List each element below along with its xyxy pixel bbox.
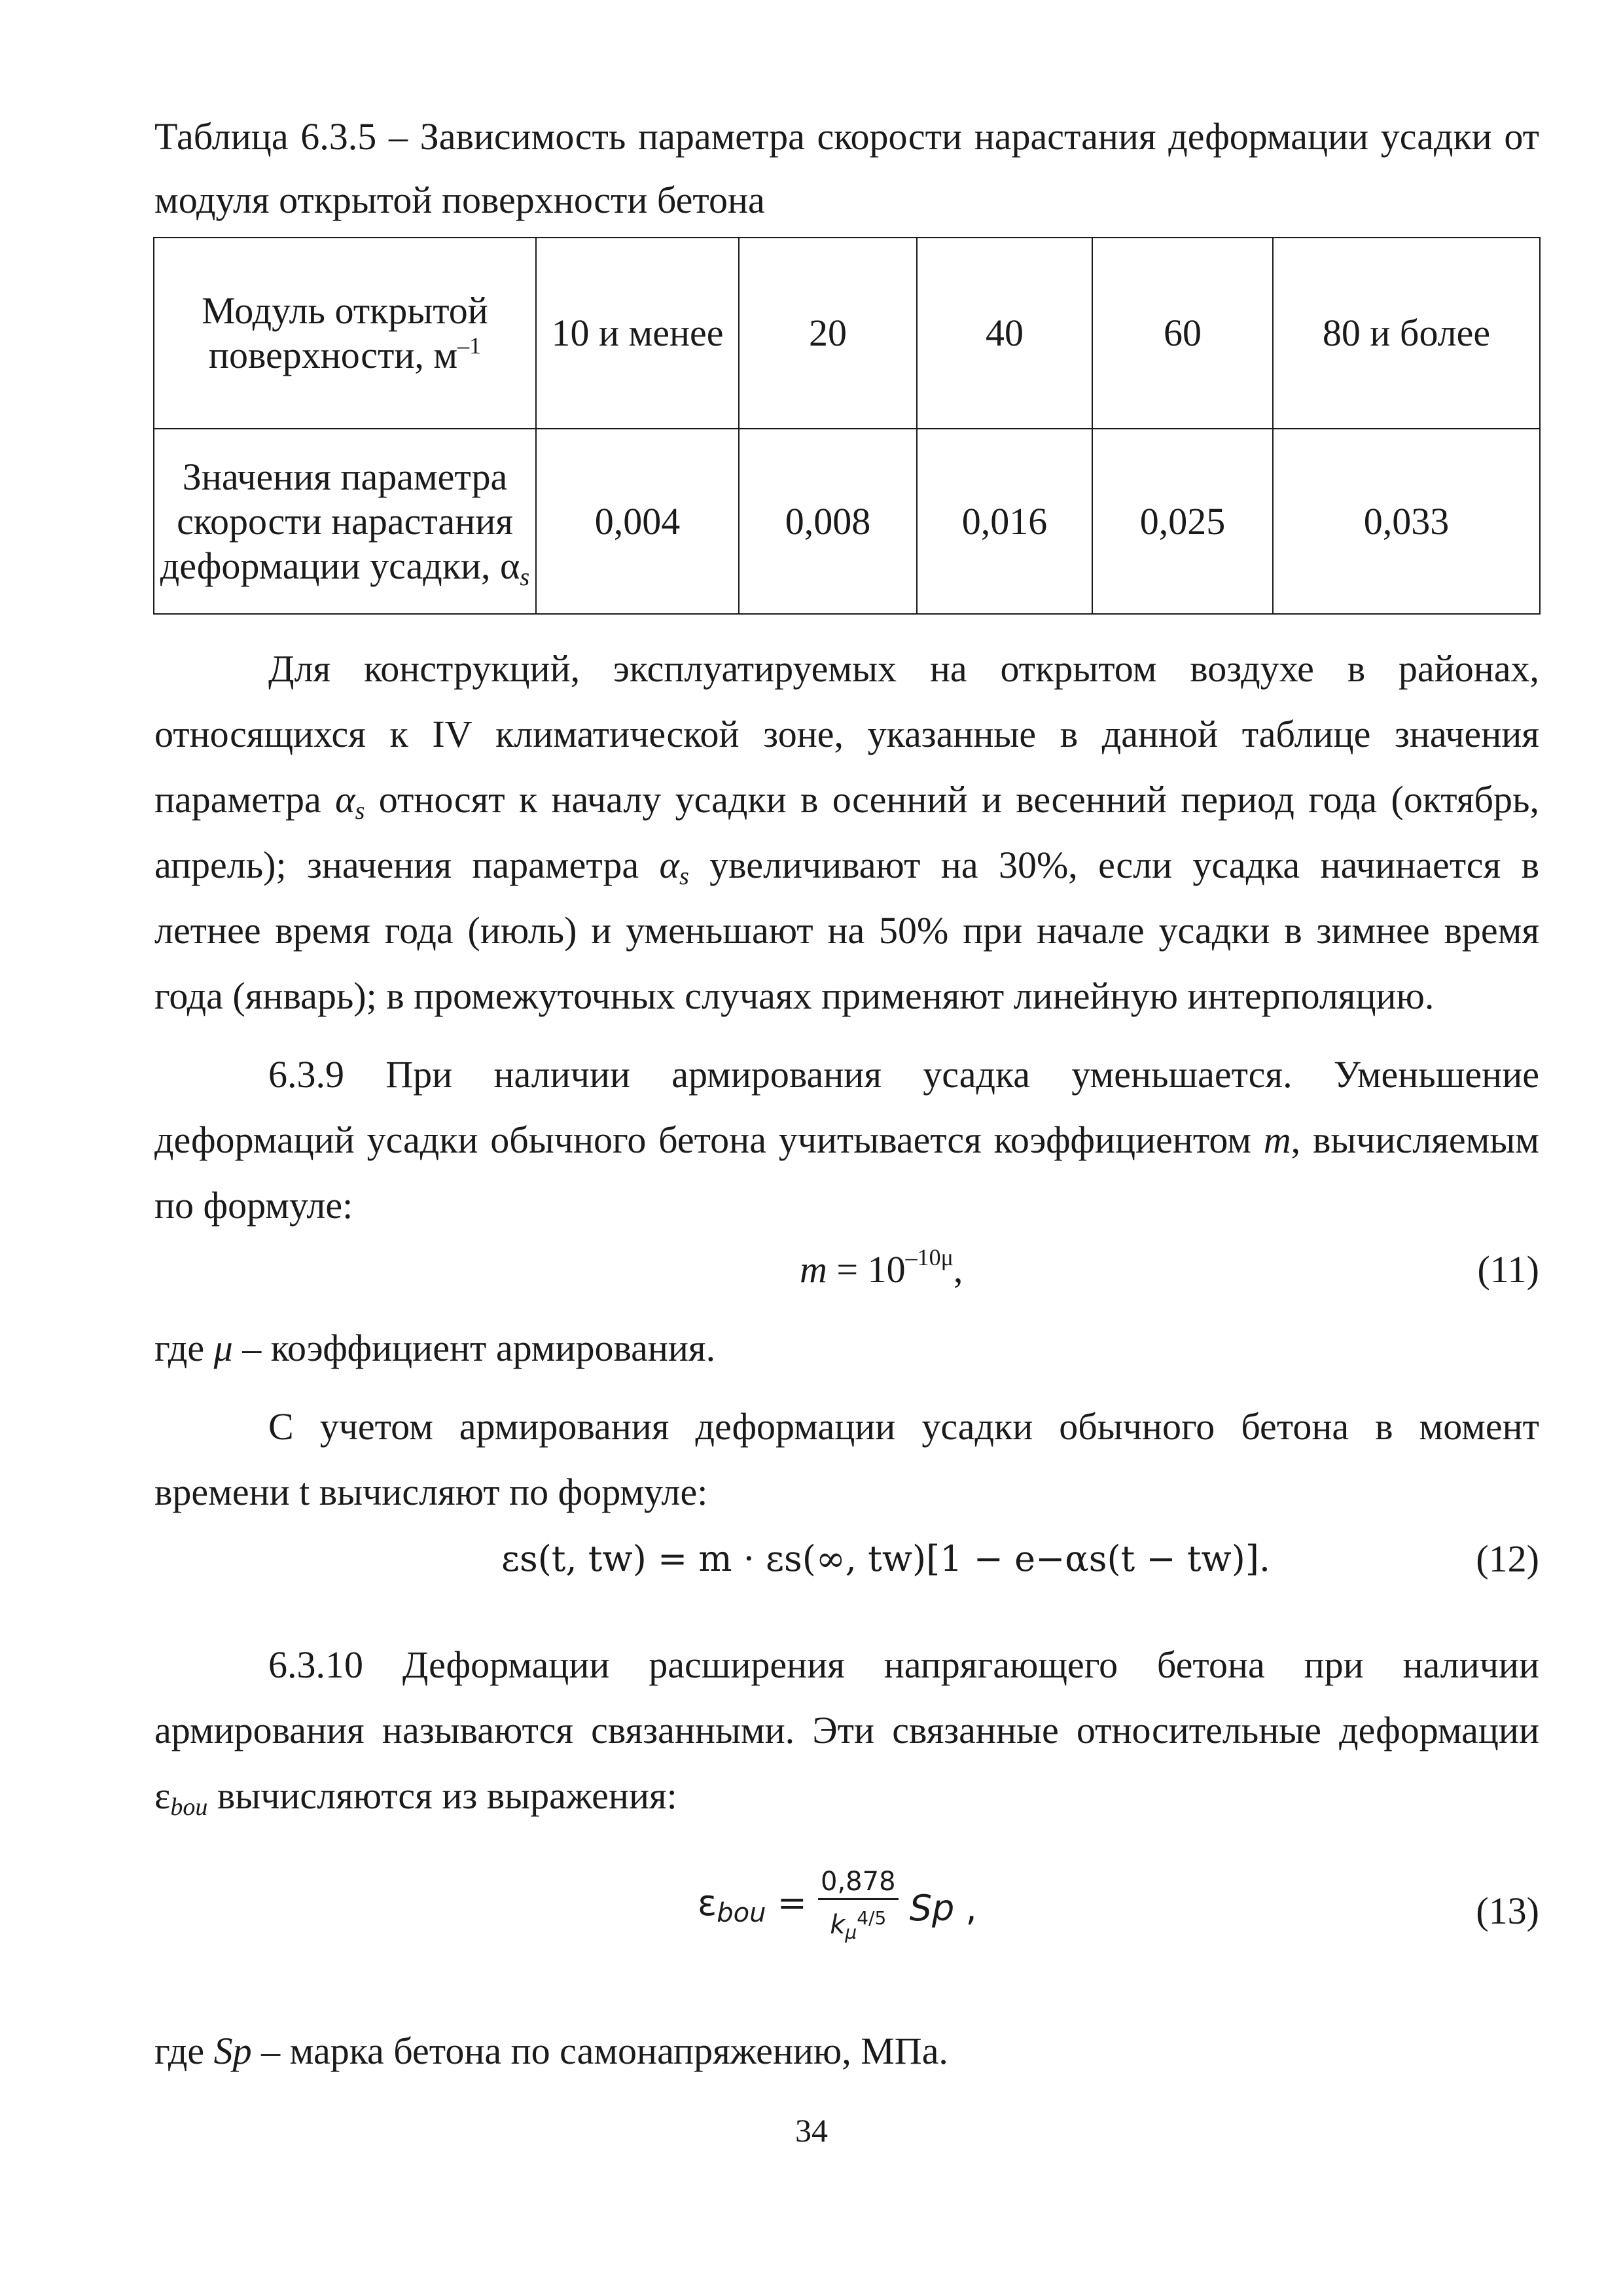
paragraph-line: εbou вычисляются из выражения: xyxy=(154,1774,677,1821)
table-cell: 0,008 xyxy=(739,429,917,614)
table-cell: 0,016 xyxy=(917,429,1092,614)
paragraph-line: года (январь); в промежуточных случаях применяют линейную интерполяцию. xyxy=(154,975,1435,1017)
paragraph-line: 6.3.9 При наличии армирования усадка уменьшается. Уменьшение xyxy=(268,1053,1539,1096)
paragraph-line: времени t вычисляют по формуле: xyxy=(154,1471,708,1513)
table-caption-line-1: Таблица 6.3.5 – Зависимость параметра скорости нарастания деформации усадки от xyxy=(154,115,1539,158)
table-values-row xyxy=(154,429,1540,614)
formula-13-number: (13) xyxy=(1476,1890,1539,1932)
shrinkage-parameter-table xyxy=(153,237,1541,615)
paragraph-line: деформаций усадки обычного бетона учитывается коэффициентом m, вычисляемым xyxy=(154,1119,1539,1161)
formula-11-number: (11) xyxy=(1477,1248,1539,1291)
table-caption xyxy=(154,105,1539,232)
paragraph-line: армирования называются связанными. Эти связанные относительные деформации xyxy=(154,1709,1539,1751)
paragraph-line: 6.3.10 Деформации расширения напрягающего бетона при наличии xyxy=(268,1643,1539,1686)
paragraph-line: по формуле: xyxy=(154,1184,353,1227)
formula-13-fraction: $\frac{0,878}{k_\mu^{4/5}}$ xyxy=(818,1865,899,1951)
table-header-label: Модуль открытой поверхности, $м^{-1}$ xyxy=(154,238,536,429)
table-header-cell: 10 и менее xyxy=(536,238,739,429)
table-cell: 0,025 xyxy=(1092,429,1273,614)
table-header-cell: 80 и более xyxy=(1273,238,1540,429)
table-row-label: Значения параметра скорости нарастания деформации усадки, αs xyxy=(154,429,536,614)
table-caption-line-2: модуля открытой поверхности бетона xyxy=(154,179,765,221)
table-header-cell: 60 xyxy=(1092,238,1273,429)
paragraph-6-3-9 xyxy=(154,1042,1539,1238)
table-header-cell: 40 xyxy=(917,238,1092,429)
paragraph-line: Для конструкций, эксплуатируемых на открытом воздухе в районах, xyxy=(268,647,1539,690)
paragraph-line: С учетом армирования деформации усадки обычного бетона в момент xyxy=(268,1405,1539,1448)
formula-12: εs(t, tw) = m · εs(∞, tw)[1 − e−αs(t − tw)]. xyxy=(501,1538,1271,1579)
paragraph-line: апрель); значения параметра αs увеличивают на 30%, если усадка начинается в xyxy=(154,844,1539,890)
paragraph-line: летнее время года (июль) и уменьшают на 50% при начале усадки в зимнее время xyxy=(154,909,1539,952)
table-header-cell: 20 xyxy=(739,238,917,429)
where-sp: где Sp – марка бетона по самонапряжению, МПа. xyxy=(154,2030,948,2072)
paragraph-climate-zone xyxy=(154,636,1539,1029)
table-cell: 0,033 xyxy=(1273,429,1540,614)
page-number: 34 xyxy=(795,2112,828,2149)
paragraph-6-3-10 xyxy=(154,1632,1539,1829)
formula-12-number: (12) xyxy=(1476,1537,1539,1580)
formula-11: $m = 10^{-10\mu}$, xyxy=(800,1244,963,1291)
formula-13: εbou = $\frac{0,878}{k_\mu^{4/5}}$ Sp , xyxy=(698,1865,977,1957)
table-cell: 0,004 xyxy=(536,429,739,614)
table-header-row xyxy=(154,238,1540,429)
paragraph-reinforcement xyxy=(154,1394,1539,1525)
paragraph-line: параметра αs относят к началу усадки в осенний и весенний период года (октябрь, xyxy=(154,778,1539,825)
where-mu: где μ – коэффициент армирования. xyxy=(154,1327,716,1369)
paragraph-line: относящихся к IV климатической зоне, указанные в данной таблице значения xyxy=(154,713,1539,755)
